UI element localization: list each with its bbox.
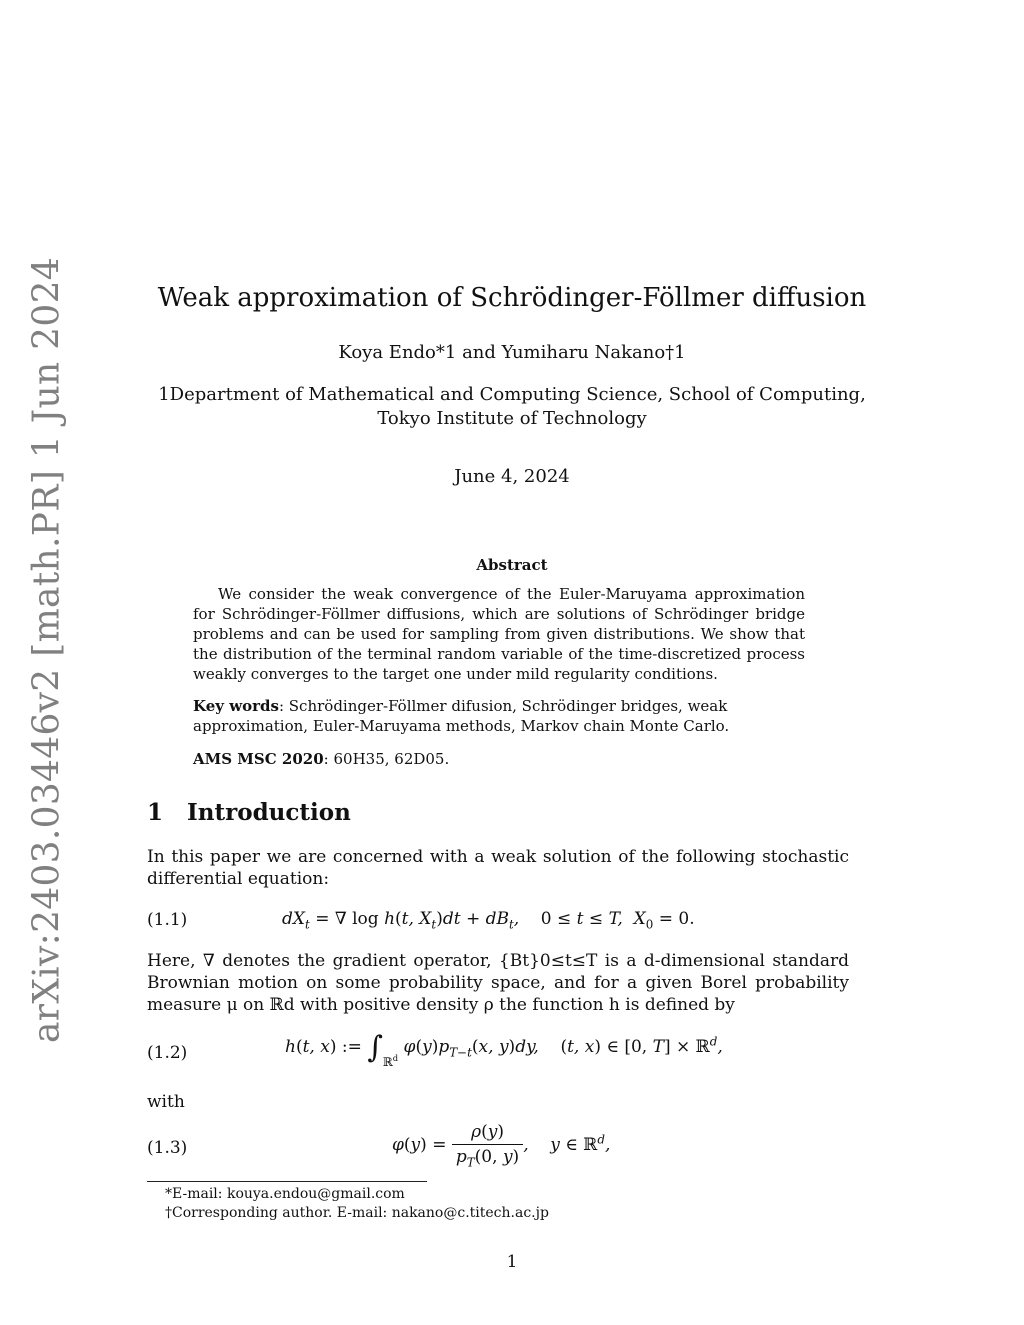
keywords-text: : Schrödinger-Föllmer difusion, Schrödinger bridges, weak approximation, Euler-Maruyama methods, Markov chain Monte Carlo.: [193, 697, 730, 735]
authors: Koya Endo*1 and Yumiharu Nakano†1: [338, 342, 686, 363]
section-number: 1: [147, 799, 164, 826]
affiliation-line-1: 1Department of Mathematical and Computing Science, School of Computing,: [158, 384, 866, 405]
paragraph-2: Here, ∇ denotes the gradient operator, {Bt}0≤t≤T is a d-dimensional standard Brownian motion on some probability space, and for a given Borel probability measure μ on ℝd with positive density ρ the function h is defined by: [147, 951, 849, 1015]
equation-1-1: $dX_t$ = ∇ log h(t, $X_t)dt + dB_t$, 0 ≤ t ≤ T, $X_0 = 0$.: [282, 909, 695, 932]
footnote-rule: [147, 1181, 427, 1182]
paper-title: Weak approximation of Schrödinger-Föllmer diffusion: [157, 283, 867, 313]
footnote-1: *E-mail: kouya.endou@gmail.com: [165, 1186, 405, 1202]
with-text: with: [147, 1092, 185, 1112]
arxiv-identifier: arXiv:2403.03446v2 [math.PR] 1 Jun 2024: [26, 256, 68, 1044]
equation-1-3: φ(y) = $\frac{\rho(y)}{p_T(0, y)}$ , y ∈ ℝ$^d$,: [392, 1122, 611, 1170]
equation-label-1-3: (1.3): [147, 1138, 188, 1158]
paragraph-1: In this paper we are concerned with a weak solution of the following stochastic differential equation:: [147, 847, 849, 889]
keywords-label: Key words: [193, 697, 279, 715]
equation-label-1-2: (1.2): [147, 1043, 188, 1063]
footnote-2: †Corresponding author. E-mail: nakano@c.titech.ac.jp: [165, 1205, 549, 1221]
integral-sign: ∫: [367, 1030, 383, 1065]
page-number: 1: [506, 1252, 518, 1272]
equation-1-2: h(t, x) := $\int_{ℝ^d}$ $\varphi(y)p_{T-t}(x$, y)dy, (t, x) ∈ [0, T] × ℝ$^d$,: [285, 1030, 723, 1070]
ams-text: : 60H35, 62D05.: [323, 750, 450, 768]
keywords: [193, 696, 805, 736]
equation-label-1-1: (1.1): [147, 910, 188, 930]
ams-label: AMS MSC 2020: [193, 750, 324, 768]
abstract-body: [193, 584, 805, 684]
abstract-heading: Abstract: [476, 556, 548, 574]
paper-date: June 4, 2024: [454, 466, 570, 487]
section-title: Introduction: [187, 799, 351, 826]
affiliation: [0, 383, 1024, 431]
affiliation-line-2: Tokyo Institute of Technology: [377, 408, 647, 429]
section-heading: [147, 799, 351, 826]
ams-msc: [193, 750, 805, 768]
fraction: $\frac{\rho(y)}{p_T(0, y)}$: [452, 1122, 523, 1169]
abstract-text: We consider the weak convergence of the Euler-Maruyama approximation for Schrödinger-Föllmer diffusions, which are solutions of Schrödinger bridge problems and can be used for sampling from given distributions. We show that the distribution of the terminal random variable of the time-discretized process weakly converges to the target one under mild regularity conditions.: [193, 585, 805, 683]
